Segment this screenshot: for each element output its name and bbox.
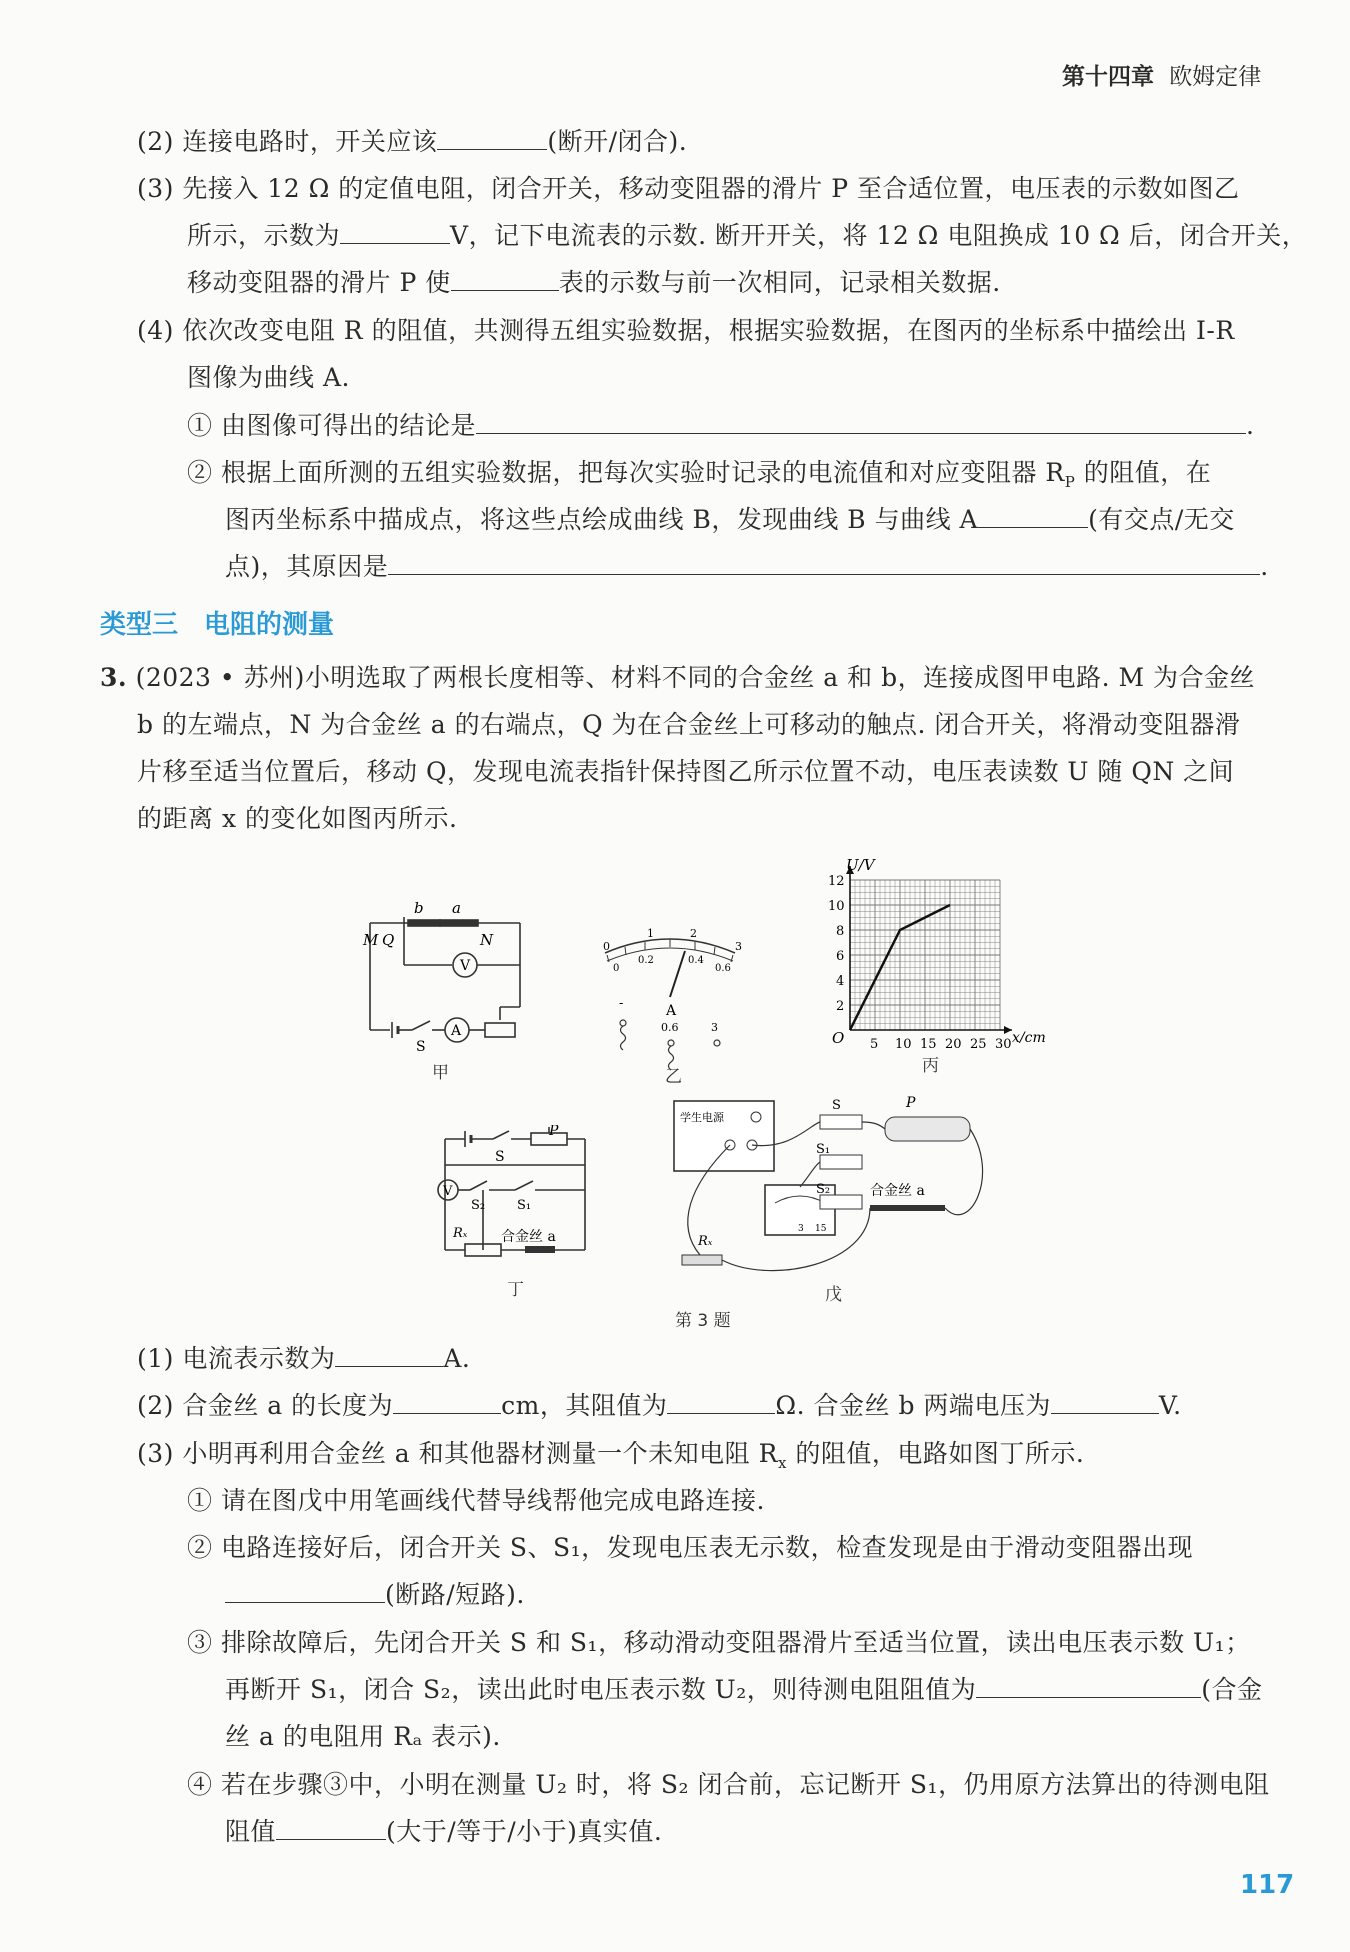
resistor-rx	[682, 1255, 722, 1265]
q3-part3-text: (3) 小明再利用合金丝 a 和其他器材测量一个未知电阻 R	[137, 1439, 778, 1468]
q3-sub4-line2	[225, 1810, 662, 1854]
answer-blank[interactable]	[451, 265, 559, 291]
q3-line1	[100, 656, 1255, 700]
question-number: 3.	[100, 663, 128, 692]
q2-sub2-line3	[225, 545, 1269, 589]
chapter-header	[1062, 58, 1261, 91]
terminal-3: 3	[711, 1021, 718, 1034]
q3-sub4-text: 阻值	[225, 1817, 277, 1846]
dial-top-2: 2	[690, 927, 697, 940]
y-tick-label: 4	[836, 974, 845, 989]
figure-bing-caption: 丙	[922, 1056, 939, 1076]
answer-blank[interactable]	[225, 1577, 385, 1603]
q2-part4-line1: (4) 依次改变电阻 R 的阻值，共测得五组实验数据，根据实验数据，在图丙的坐标系中描绘出 I-R	[137, 316, 1235, 345]
chart-origin: O	[832, 1029, 845, 1047]
section-heading: 类型三 电阻的测量	[100, 610, 335, 640]
answer-blank[interactable]	[276, 1814, 386, 1840]
q2-part3-line3	[187, 261, 1001, 305]
figure-ding-circuit	[425, 1125, 605, 1305]
alloy-label: 合金丝 a	[501, 1229, 556, 1245]
q2-sub2-line1	[187, 451, 1211, 504]
q3-sub2-line2	[225, 1573, 525, 1617]
q2-part3-text3: 移动变阻器的滑片 P 使	[187, 268, 451, 297]
answer-blank[interactable]	[476, 408, 1246, 434]
q3-sub3-text: 再断开 S₁，闭合 S₂，读出此时电压表示数 U₂，则待测电阻阻值为	[225, 1675, 977, 1704]
terminal-minus: -	[619, 996, 624, 1011]
label-M: M	[363, 931, 379, 949]
figure-bing-chart	[820, 850, 1060, 1090]
power-supply-label: 学生电源	[680, 1111, 724, 1124]
q2-sub2-text-b: 的阻值，在	[1075, 458, 1212, 487]
answer-blank[interactable]	[667, 1388, 775, 1414]
chart-x-label: x/cm	[1012, 1030, 1046, 1046]
q2-sub1-text: ① 由图像可得出的结论是	[187, 411, 476, 440]
q2-sub2-text2: 图丙坐标系中描成点，将这些点绘成曲线 B，发现曲线 B 与曲线 A	[225, 505, 979, 534]
q3-line4: 的距离 x 的变化如图丙所示.	[137, 804, 458, 833]
q3-part1-text: (1) 电流表示数为	[137, 1344, 336, 1373]
switch-label-s1: S₁	[517, 1198, 532, 1213]
q3-sub4-line1: ④ 若在步骤③中，小明在测量 U₂ 时，将 S₂ 闭合前，忘记断开 S₁，仍用原方法算出的待测电阻	[187, 1770, 1270, 1799]
q3-part2	[137, 1384, 1182, 1428]
y-tick-label: 8	[836, 924, 845, 939]
q2-part3-text2: V，记下电流表的示数. 断开开关，将 12 Ω 电阻换成 10 Ω 后，闭合开关，	[450, 221, 1308, 250]
q3-sub4-options: (大于/等于/小于)真实值.	[386, 1817, 663, 1846]
q2-sub1	[187, 404, 1254, 448]
answer-blank[interactable]	[978, 502, 1088, 528]
q2-part4-line2: 图像为曲线 A.	[187, 363, 350, 392]
q3-part1	[137, 1337, 470, 1381]
q3-sub1: ① 请在图戊中用笔画线代替导线帮他完成电路连接.	[187, 1486, 765, 1515]
switch-label: S	[416, 1039, 426, 1055]
switch-label-s: S	[495, 1149, 505, 1165]
x-tick-label: 25	[970, 1037, 987, 1052]
switch-s2-label: S₂	[816, 1182, 831, 1197]
period: .	[1245, 411, 1255, 440]
dial-bottom-02: 0.2	[638, 955, 654, 966]
subscript-x: x	[777, 1454, 787, 1472]
figure-caption: 第 3 题	[675, 1311, 731, 1331]
dial-top-0: 0	[603, 940, 610, 953]
x-axis-arrow	[1004, 1026, 1012, 1034]
dial-top-1: 1	[647, 927, 654, 940]
chapter-number: 第十四章	[1062, 64, 1154, 90]
alloy-wire	[870, 1205, 945, 1211]
x-tick-label: 15	[920, 1037, 937, 1052]
meter-15: 15	[815, 1224, 827, 1234]
slide-rheostat	[885, 1117, 970, 1141]
meter-3: 3	[798, 1224, 804, 1234]
q3-sub2-line1: ② 电路连接好后，闭合开关 S、S₁，发现电压表无示数，检查发现是由于滑动变阻器出现	[187, 1533, 1194, 1562]
chart-grid	[850, 880, 1000, 1030]
rheostat-p-label: P	[906, 1095, 916, 1111]
terminal-06: 0.6	[661, 1021, 679, 1034]
label-b: b	[414, 899, 424, 917]
switch-s-label: S	[832, 1098, 841, 1113]
answer-blank[interactable]	[335, 1341, 443, 1367]
q3-part1-unit: A.	[443, 1344, 471, 1373]
q3-part3-text2: 的阻值，电路如图丁所示.	[786, 1439, 1085, 1468]
q2-sub2-line2	[225, 498, 1235, 542]
switch-label-s2: S₂	[471, 1198, 486, 1213]
figure-yi-caption: 乙	[665, 1067, 682, 1085]
figure-wu-apparatus	[670, 1095, 1000, 1310]
q3-line2: b 的左端点，N 为合金丝 a 的右端点，Q 为在合金丝上可移动的触点. 闭合开关，将滑动变阻器滑	[137, 710, 1241, 739]
y-tick-label: 6	[836, 949, 845, 964]
q2-part2-options: (断开/闭合).	[547, 127, 688, 156]
q3-sub3-line1: ③ 排除故障后，先闭合开关 S 和 S₁，移动滑动变阻器滑片至适当位置，读出电压表示数 U₁；	[187, 1628, 1251, 1657]
q3-part2-text: (2) 合金丝 a 的长度为	[137, 1391, 394, 1420]
ammeter-symbol: A	[666, 1003, 677, 1019]
chart-y-label: U/V	[846, 856, 875, 874]
q3-part3	[137, 1432, 1084, 1485]
label-a: a	[452, 899, 461, 917]
switch-s1	[820, 1155, 862, 1169]
q2-sub2-text: ② 根据上面所测的五组实验数据，把每次实验时记录的电流值和对应变阻器 R	[187, 458, 1065, 487]
voltmeter-label: V	[460, 958, 471, 974]
switch-s1-label: S₁	[816, 1142, 831, 1157]
voltmeter-label: V	[443, 1184, 453, 1199]
q3-part2-text3: Ω. 合金丝 b 两端电压为	[775, 1391, 1051, 1420]
page-number: 117	[1240, 1870, 1295, 1900]
q2-part3-line2	[187, 214, 1307, 258]
q3-part2-unit: V.	[1158, 1391, 1182, 1420]
answer-blank[interactable]	[1051, 1388, 1159, 1414]
q2-part2	[137, 120, 687, 164]
figure-wu-caption: 戊	[825, 1285, 842, 1305]
q2-sub2-options: (有交点/无交	[1088, 505, 1235, 534]
figure-jia-circuit	[360, 895, 560, 1085]
answer-blank[interactable]	[393, 1388, 501, 1414]
answer-blank[interactable]	[340, 218, 450, 244]
dial-bottom-04: 0.4	[688, 955, 704, 966]
x-tick-label: 30	[995, 1037, 1012, 1052]
label-Q: Q	[382, 931, 395, 949]
resistor-label-rx: Rₓ	[453, 1226, 468, 1241]
subscript-p: P	[1064, 473, 1076, 491]
answer-blank[interactable]	[976, 1672, 1201, 1698]
slider-label-p: P	[549, 1125, 559, 1139]
q2-part2-text: (2) 连接电路时，开关应该	[137, 127, 438, 156]
switch-s2	[820, 1195, 862, 1209]
q3-part2-text2: cm，其阻值为	[501, 1391, 668, 1420]
figure-ding-caption: 丁	[507, 1280, 524, 1300]
ammeter-label: A	[451, 1023, 462, 1039]
q2-part3-text4: 表的示数与前一次相同，记录相关数据.	[558, 268, 1001, 297]
chapter-title: 欧姆定律	[1169, 64, 1262, 90]
x-tick-label: 5	[870, 1037, 879, 1052]
x-tick-label: 20	[945, 1037, 962, 1052]
y-tick-label: 2	[836, 999, 845, 1014]
q3-sub2-options: (断路/短路).	[385, 1580, 525, 1609]
switch-s	[820, 1115, 862, 1129]
dial-bottom-06: 0.6	[715, 963, 731, 974]
q3-sub3-line2	[225, 1668, 1263, 1712]
label-N: N	[480, 931, 494, 949]
alloy-wire-label: 合金丝 a	[870, 1183, 925, 1199]
figure-yi-ammeter	[595, 925, 750, 1085]
q3-sub3-line3: 丝 a 的电阻用 Rₐ 表示).	[225, 1722, 501, 1751]
period: .	[1260, 552, 1269, 581]
q2-part3-text: 所示，示数为	[187, 221, 341, 250]
q3-line3: 片移至适当位置后，移动 Q，发现电流表指针保持图乙所示位置不动，电压表读数 U 随 QN 之间	[137, 757, 1235, 786]
q3-text1: (2023 • 苏州)小明选取了两根长度相等、材料不同的合金丝 a 和 b，连接成图甲电路. M 为合金丝	[135, 663, 1256, 692]
answer-blank[interactable]	[388, 549, 1260, 575]
figure-jia-caption: 甲	[432, 1063, 449, 1083]
rx-label: Rₓ	[698, 1234, 713, 1249]
dial-bottom-0: 0	[613, 963, 620, 974]
answer-blank[interactable]	[437, 124, 547, 150]
q2-part3-line1: (3) 先接入 12 Ω 的定值电阻，闭合开关，移动变阻器的滑片 P 至合适位置，电压表的示数如图乙	[137, 174, 1240, 203]
q2-sub2-text3: 点)，其原因是	[225, 552, 389, 581]
dial-top-3: 3	[735, 940, 742, 953]
y-tick-label: 10	[828, 899, 845, 914]
q3-sub3-text2: (合金	[1201, 1675, 1263, 1704]
y-tick-label: 12	[828, 874, 845, 889]
x-tick-label: 10	[895, 1037, 912, 1052]
